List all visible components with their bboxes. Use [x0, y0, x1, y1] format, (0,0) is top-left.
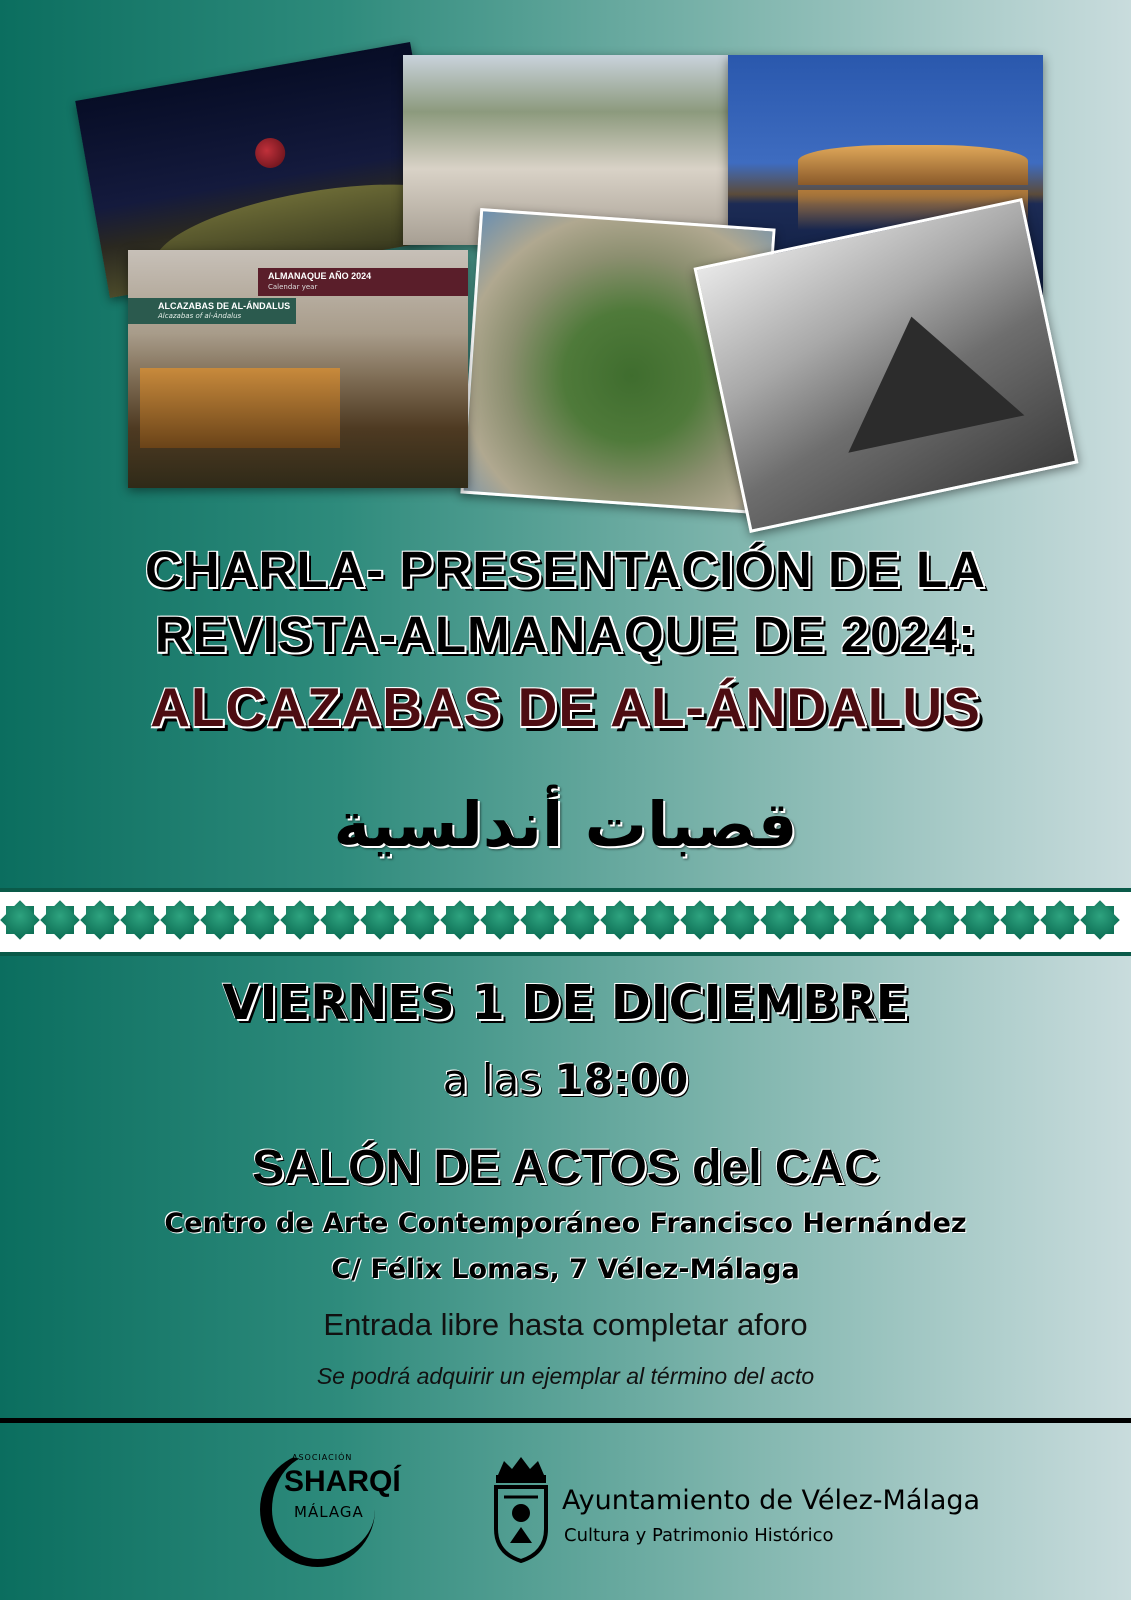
address-line-1: Centro de Arte Contemporáneo Francisco Hernández	[164, 1208, 967, 1239]
red-moon	[253, 136, 288, 171]
star-icon	[480, 899, 520, 941]
arabic-title: قصبات أندلسية	[333, 788, 798, 861]
star-icon	[640, 899, 680, 941]
star-icon	[160, 899, 200, 941]
star-icon	[840, 899, 880, 941]
calendar-title: ALCAZABAS DE AL-ÁNDALUS	[158, 301, 291, 311]
star-icon	[120, 899, 160, 941]
star-icon	[240, 899, 280, 941]
event-date: VIERNES 1 DE DICIEMBRE	[222, 975, 909, 1031]
star-icon	[920, 899, 960, 941]
star-icon	[280, 899, 320, 941]
address-line-2: C/ Félix Lomas, 7 Vélez-Málaga	[331, 1254, 800, 1285]
calendar-year-label: ALMANAQUE AÑO 2024	[268, 271, 372, 281]
star-icon	[680, 899, 720, 941]
calendar-subtitle: Alcazabas of al-Ándalus	[158, 312, 242, 320]
star-icon	[400, 899, 440, 941]
event-venue: SALÓN DE ACTOS del CAC	[252, 1141, 879, 1194]
coat-of-arms-icon	[490, 1453, 552, 1563]
ayuntamiento-name: Ayuntamiento de Vélez-Málaga	[562, 1485, 981, 1516]
ayuntamiento-logo	[490, 1447, 981, 1577]
alhambra-image	[140, 368, 340, 448]
star-icon	[0, 899, 40, 941]
star-icon	[360, 899, 400, 941]
star-icon	[1080, 899, 1120, 941]
star-icon	[1040, 899, 1080, 941]
time-prefix: a las	[442, 1055, 542, 1104]
star-icon	[960, 899, 1000, 941]
star-icon	[880, 899, 920, 941]
calendar-year-sub: Calendar year	[268, 283, 318, 291]
star-icon	[1000, 899, 1040, 941]
headline-line-2: REVISTA-ALMANAQUE DE 2024:	[154, 606, 977, 663]
footer-divider	[0, 1418, 1131, 1423]
star-pattern-band	[0, 888, 1131, 956]
calendar-title-banner	[128, 298, 296, 324]
star-icon	[560, 899, 600, 941]
sharqi-name: SHARQÍ	[284, 1465, 401, 1498]
mountain-peak	[823, 298, 1024, 453]
star-icon	[320, 899, 360, 941]
star-icon	[600, 899, 640, 941]
headline-line-3: ALCAZABAS DE AL-ÁNDALUS	[150, 676, 981, 738]
event-time	[0, 1055, 1131, 1104]
star-icon	[800, 899, 840, 941]
sharqi-logo	[260, 1447, 401, 1577]
time-value: 18:00	[554, 1055, 689, 1104]
photo-calendar-cover	[128, 250, 468, 488]
purchase-note: Se podrá adquirir un ejemplar al término del acto	[316, 1363, 815, 1389]
star-icon	[80, 899, 120, 941]
star-row	[0, 899, 1131, 941]
headline-line-1: CHARLA- PRESENTACIÓN DE LA	[144, 541, 987, 598]
ayuntamiento-department: Cultura y Patrimonio Histórico	[564, 1525, 834, 1546]
star-icon	[440, 899, 480, 941]
entry-info: Entrada libre hasta completar aforo	[323, 1307, 808, 1342]
star-icon	[520, 899, 560, 941]
star-icon	[40, 899, 80, 941]
sharqi-city: MÁLAGA	[294, 1503, 364, 1521]
castle-lights	[798, 145, 1028, 185]
star-icon	[760, 899, 800, 941]
star-icon	[200, 899, 240, 941]
calendar-year-banner	[258, 268, 468, 296]
sharqi-small-label: ASOCIACIÓN	[292, 1453, 353, 1462]
star-icon	[720, 899, 760, 941]
